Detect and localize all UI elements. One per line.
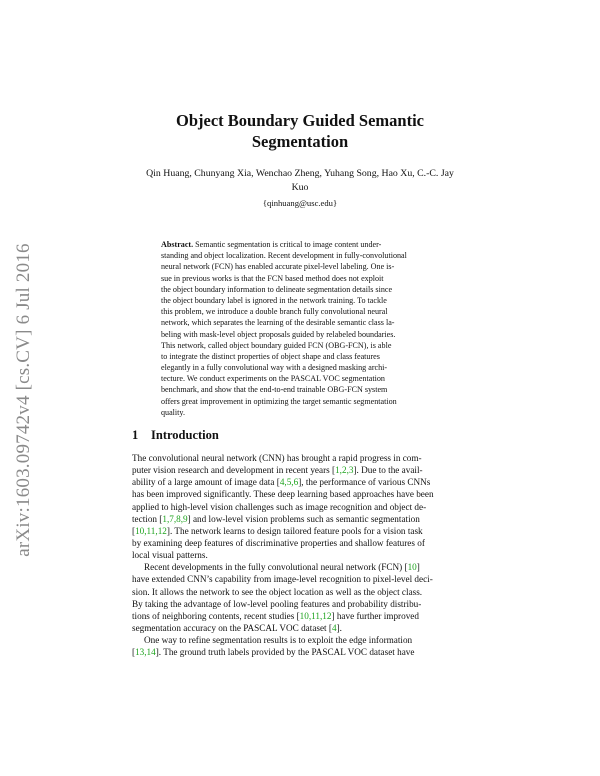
abstract-line: the object boundary label is ignored in the network training. To tackle	[161, 295, 387, 305]
abstract-line: tecture. We conduct experiments on the PASCAL VOC segmentation	[161, 374, 385, 384]
body-text-run: tions of neighboring contents, recent studies [	[132, 610, 300, 621]
introduction-body	[132, 452, 468, 658]
abstract-line: network, which separates the learning of the desirable semantic class la-	[161, 318, 395, 328]
abstract-line: neural network (FCN) has enabled accurate pixel-level labeling. One is-	[161, 262, 395, 272]
body-text-run: [	[132, 525, 136, 536]
body-text-run: ability of a large amount of image data [	[132, 477, 280, 488]
abstract-label: Abstract.	[161, 240, 194, 249]
body-text-run: tection [	[132, 513, 163, 524]
abstract-line: quality.	[161, 407, 185, 417]
title-line-1: Object Boundary Guided Semantic	[176, 111, 424, 130]
body-text-run: ], the performance of various CNNs	[298, 477, 431, 488]
body-text-run: ]	[416, 562, 420, 573]
citation-link[interactable]: 10,11,12	[135, 525, 167, 536]
author-email: {qinhuang@usc.edu}	[262, 198, 338, 208]
body-text-run: One way to refine segmentation results is to exploit the edge information	[144, 635, 413, 646]
citation-link[interactable]: 10	[407, 562, 417, 573]
abstract-line: beling with mask-level object proposals guided by relabeled boundaries.	[161, 329, 396, 339]
citation-link[interactable]: 4,5,6	[279, 477, 299, 488]
author-list	[130, 167, 470, 195]
body-line: sion. It allows the network to see the object location as well as the object class.	[132, 586, 423, 597]
abstract	[161, 239, 439, 418]
citation-link[interactable]: 4	[331, 622, 337, 633]
abstract-line: elegantly in a fully convolutional way with a designed masking archi-	[161, 363, 388, 373]
citation-link[interactable]: 13,14	[135, 647, 156, 658]
body-line: has been improved significantly. These deep learning based approaches have been	[132, 489, 434, 500]
body-text-run: ]. The ground truth labels provided by the PASCAL VOC dataset have	[155, 647, 415, 658]
citation-link[interactable]: 10,11,12	[299, 610, 332, 621]
abstract-line: this problem, we introduce a double branch fully convolutional neural	[161, 307, 388, 317]
body-line: local visual patterns.	[132, 550, 208, 561]
body-text-run: ] have further improved	[331, 610, 419, 621]
body-line: applied to high-level vision challenges such as image recognition and object de-	[132, 501, 427, 512]
body-text-run: [	[132, 647, 136, 658]
paper-title	[130, 110, 470, 152]
body-line: By taking the advantage of low-level pooling features and probability distribu-	[132, 598, 422, 609]
citation-link[interactable]: 1,2,3	[335, 465, 354, 476]
body-text-run: ]. Due to the avail-	[353, 465, 423, 476]
abstract-line: sue in previous works is that the FCN based method does not exploit	[161, 273, 384, 283]
body-text-run: ] and low-level vision problems such as semantic segmentation	[187, 513, 420, 524]
body-text-run: ]. The network learns to design tailored feature pools for a vision task	[166, 525, 423, 536]
body-text-run: ].	[336, 622, 342, 633]
section-heading-introduction	[132, 428, 219, 443]
citation-link[interactable]: 1,7,8,9	[162, 513, 188, 524]
arxiv-identifier: arXiv:1603.09742v4 [cs.CV] 6 Jul 2016	[13, 243, 34, 557]
abstract-line: benchmark, and show that the end-to-end trainable OBG-FCN system	[161, 385, 388, 395]
body-line: The convolutional neural network (CNN) has brought a rapid progress in com-	[132, 453, 422, 463]
abstract-line: to integrate the distinct properties of object shape and class features	[161, 351, 380, 361]
body-text-run: puter vision research and development in recent years [	[132, 465, 336, 476]
abstract-line: This network, called object boundary guided FCN (OBG-FCN), is able	[161, 340, 392, 350]
section-title: Introduction	[151, 428, 219, 442]
body-line: have extended CNN’s capability from image-level recognition to pixel-level deci-	[132, 574, 433, 585]
body-text-run: segmentation accuracy on the PASCAL VOC dataset [	[132, 622, 332, 633]
author-line-1: Qin Huang, Chunyang Xia, Wenchao Zheng, Yuhang Song, Hao Xu, C.-C. Jay	[146, 168, 454, 179]
abstract-line: offers great improvement in optimizing the target semantic segmentation	[161, 396, 397, 406]
abstract-line: Semantic segmentation is critical to image content under-	[193, 240, 382, 249]
body-text-run: Recent developments in the fully convolutional neural network (FCN) [	[144, 562, 408, 573]
abstract-line: standing and object localization. Recent development in fully-convolutional	[161, 251, 407, 261]
body-line: by examining deep features of discriminative properties and shallow features of	[132, 537, 425, 548]
title-line-2: Segmentation	[251, 132, 349, 151]
author-line-2: Kuo	[291, 182, 309, 193]
arxiv-sidebar-stamp	[6, 220, 42, 580]
abstract-line: the object boundary information to delineate segmentation details since	[161, 284, 393, 294]
section-number: 1	[132, 428, 139, 442]
